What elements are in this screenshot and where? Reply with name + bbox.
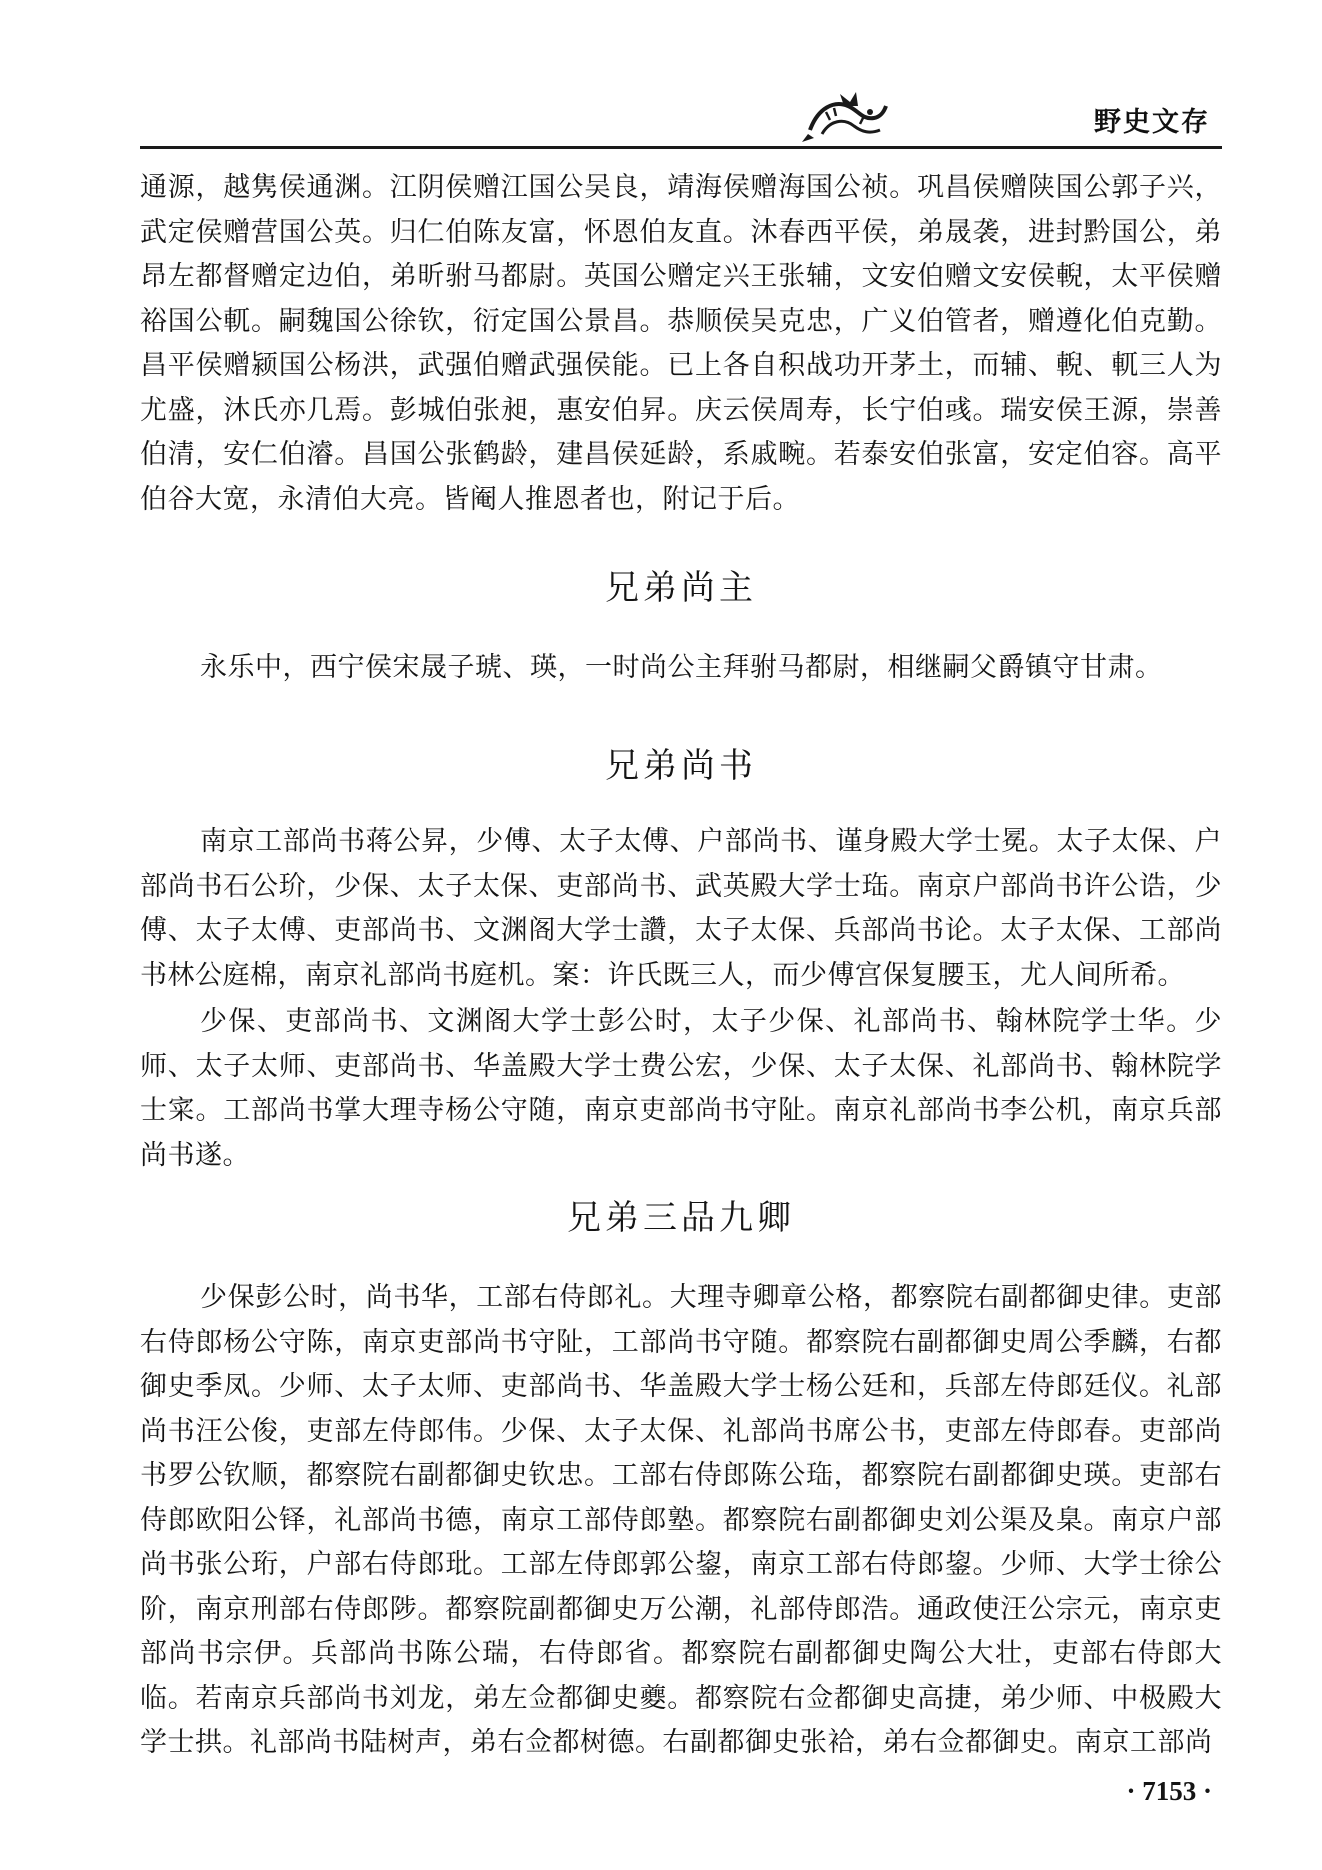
section-heading-brothers-third-rank: 兄弟三品九卿 [567, 1198, 795, 1238]
dragon-emblem-icon [800, 90, 890, 144]
section-heading-brothers-ministers: 兄弟尚书 [605, 746, 757, 786]
header-rule [140, 146, 1222, 149]
section-heading-brothers-princess: 兄弟尚主 [605, 568, 757, 608]
paragraph-brothers-ministers-1: 南京工部尚书蒋公昇，少傅、太子太傅、户部尚书、谨身殿大学士冕。太子太保、户部尚书石公玠，少保、太子太保、吏部尚书、武英殿大学士珤。南京户部尚书许公诰，少傅、太子太傅、吏部尚书、文渊阁大学士讚，太子太保、兵部尚书论。太子太保、工部尚书林公庭棉，南京礼部尚书庭机。案：许氏既三人，而少傅宫保复腰玉，尤人间所希。 [140, 826, 1222, 991]
paragraph-intro-continuation: 通源，越隽侯通渊。江阴侯赠江国公吴良，靖海侯赠海国公祯。巩昌侯赠陕国公郭子兴，武定侯赠营国公英。归仁伯陈友富，怀恩伯友直。沐春西平侯，弟晟袭，进封黔国公，弟昂左都督赠定边伯，弟昕驸马都尉。英国公赠定兴王张辅，文安伯赠文安侯輗，太平侯赠裕国公軏。嗣魏国公徐钦，衍定国公景昌。恭顺侯吴克忠，广义伯管者，赠遵化伯克勤。昌平侯赠颍国公杨洪，武强伯赠武强侯能。已上各自积战功开茅土，而辅、輗、軏三人为尤盛，沐氏亦几焉。彭城伯张昶，惠安伯昇。庆云侯周寿，长宁伯彧。瑞安侯王源，崇善伯清，安仁伯濬。昌国公张鹤龄，建昌侯延龄，系戚畹。若泰安伯张富，安定伯容。高平伯谷大宽，永清伯大亮。皆阉人推恩者也，附记于后。 [140, 172, 1222, 515]
paragraph-brothers-ministers-2: 少保、吏部尚书、文渊阁大学士彭公时，太子少保、礼部尚书、翰林院学士华。少师、太子太师、吏部尚书、华盖殿大学士费公宏，少保、太子太保、礼部尚书、翰林院学士寀。工部尚书掌大理寺杨公守随，南京吏部尚书守阯。南京礼部尚书李公机，南京兵部尚书遂。 [140, 1006, 1222, 1171]
paragraph-brothers-third-rank: 少保彭公时，尚书华，工部右侍郎礼。大理寺卿章公格，都察院右副都御史律。吏部右侍郎杨公守陈，南京吏部尚书守阯，工部尚书守随。都察院右副都御史周公季麟，右都御史季凤。少师、太子太师、吏部尚书、华盖殿大学士杨公廷和，兵部左侍郎廷仪。礼部尚书汪公俊，吏部左侍郎伟。少保、太子太保、礼部尚书席公书，吏部左侍郎春。吏部尚书罗公钦顺，都察院右副都御史钦忠。工部右侍郎陈公珤，都察院右副都御史瑛。吏部右侍郎欧阳公铎，礼部尚书德，南京工部侍郎塾。都察院右副都御史刘公渠及臬。南京户部尚书张公珩，户部右侍郎玭。工部左侍郎郭公鋆，南京工部右侍郎鋆。少师、大学士徐公阶，南京刑部右侍郎陟。都察院副都御史万公潮，礼部侍郎浩。通政使汪公宗元，南京吏部尚书宗伊。兵部尚书陈公瑞，右侍郎省。都察院右副都御史陶公大壮，吏部右侍郎大临。若南京兵部尚书刘龙，弟左佥都御史夔。都察院右佥都御史高捷，弟少师、中极殿大学士拱。礼部尚书陆树声，弟右佥都树德。右副都御史张袷，弟右佥都御史。南京工部尚 [140, 1282, 1222, 1758]
page-number: · 7153 · [1126, 1776, 1212, 1806]
running-header [140, 88, 1222, 152]
series-title: 野史文存 [1094, 107, 1210, 138]
paragraph-brothers-princess: 永乐中，西宁侯宋晟子琥、瑛，一时尚公主拜驸马都尉，相继嗣父爵镇守甘肃。 [200, 652, 1163, 683]
